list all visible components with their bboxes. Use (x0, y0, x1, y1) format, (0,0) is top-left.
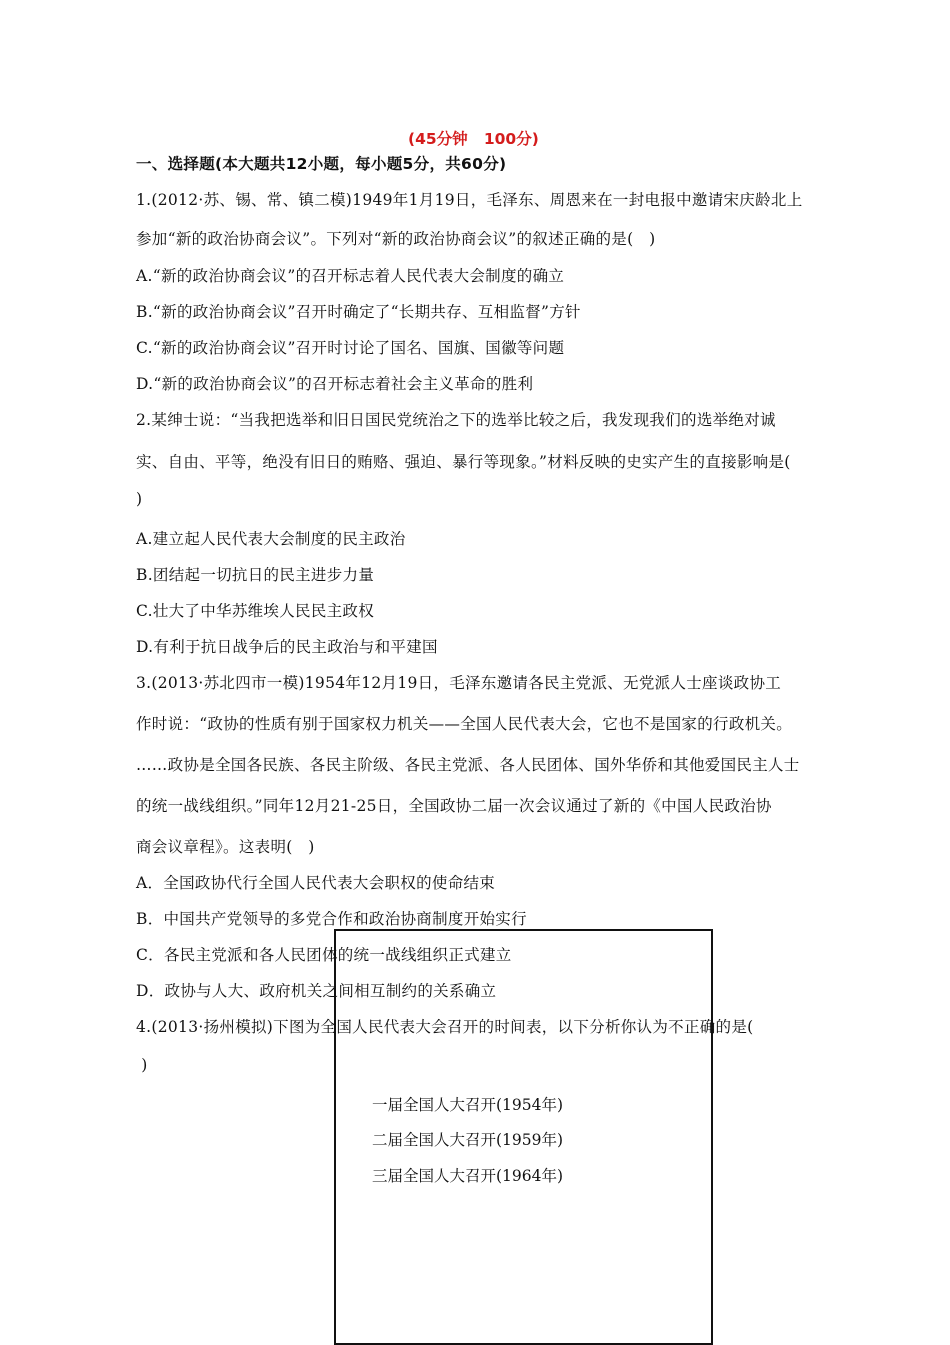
question-3-stem-line-4: 的统一战线组织。”同年12月21-25日，全国政协二届一次会议通过了新的《中国人民政治协 (136, 797, 772, 815)
question-1-stem-line-2: 参加“新的政治协商会议”。下列对“新的政治协商会议”的叙述正确的是( ) (136, 230, 656, 248)
question-4-stem-line-2: ) (136, 1056, 148, 1074)
question-3-stem-line-5: 商会议章程》。这表明( ) (136, 838, 315, 856)
timeline-item-3: 三届全国人大召开(1964年) (372, 1167, 564, 1185)
question-3-option-d: D．政协与人大、政府机关之间相互制约的关系确立 (136, 982, 497, 1000)
question-1-option-c: C.“新的政治协商会议”召开时讨论了国名、国旗、国徽等问题 (136, 339, 565, 357)
question-2-stem-line-2: 实、自由、平等，绝没有旧日的贿赂、强迫、暴行等现象。”材料反映的史实产生的直接影响是( (136, 453, 791, 471)
question-1-stem-line-1: 1.(2012·苏、锡、常、镇二模)1949年1月19日，毛泽东、周恩来在一封电报中邀请宋庆龄北上 (136, 191, 803, 209)
timeline-item-1: 一届全国人大召开(1954年) (372, 1096, 564, 1114)
question-3-option-a: A．全国政协代行全国人民代表大会职权的使命结束 (136, 874, 496, 892)
question-3-option-c: C．各民主党派和各人民团体的统一战线组织正式建立 (136, 946, 512, 964)
time-score-label: (45分钟 100分) (408, 130, 539, 148)
question-2-stem-line-3: ) (136, 490, 143, 508)
question-3-stem-line-3: ……政协是全国各民族、各民主阶级、各民主党派、各人民团体、国外华侨和其他爱国民主人士 (136, 756, 800, 774)
question-4-stem-line-1: 4.(2013·扬州模拟)下图为全国人民代表大会召开的时间表，以下分析你认为不正确的是( (136, 1018, 754, 1036)
question-2-stem-line-1: 2.某绅士说：“当我把选举和旧日国民党统治之下的选举比较之后，我发现我们的选举绝对诚 (136, 411, 776, 429)
timeline-item-2: 二届全国人大召开(1959年) (372, 1131, 564, 1149)
question-3-stem-line-1: 3.(2013·苏北四市一模)1954年12月19日，毛泽东邀请各民主党派、无党派人士座谈政协工 (136, 674, 782, 692)
question-2-option-a: A.建立起人民代表大会制度的民主政治 (136, 530, 406, 548)
question-2-option-c: C.壮大了中华苏维埃人民民主政权 (136, 602, 375, 620)
question-3-option-b: B．中国共产党领导的多党合作和政治协商制度开始实行 (136, 910, 527, 928)
question-2-option-d: D.有利于抗日战争后的民主政治与和平建国 (136, 638, 438, 656)
question-2-option-b: B.团结起一切抗日的民主进步力量 (136, 566, 375, 584)
question-1-option-a: A.“新的政治协商会议”的召开标志着人民代表大会制度的确立 (136, 267, 565, 285)
section-heading: 一、选择题(本大题共12小题，每小题5分，共60分) (136, 155, 507, 173)
question-1-option-b: B.“新的政治协商会议”召开时确定了“长期共存、互相监督”方针 (136, 303, 581, 321)
question-3-stem-line-2: 作时说：“政协的性质有别于国家权力机关——全国人民代表大会，它也不是国家的行政机关。 (136, 715, 793, 733)
question-1-option-d: D.“新的政治协商会议”的召开标志着社会主义革命的胜利 (136, 375, 534, 393)
